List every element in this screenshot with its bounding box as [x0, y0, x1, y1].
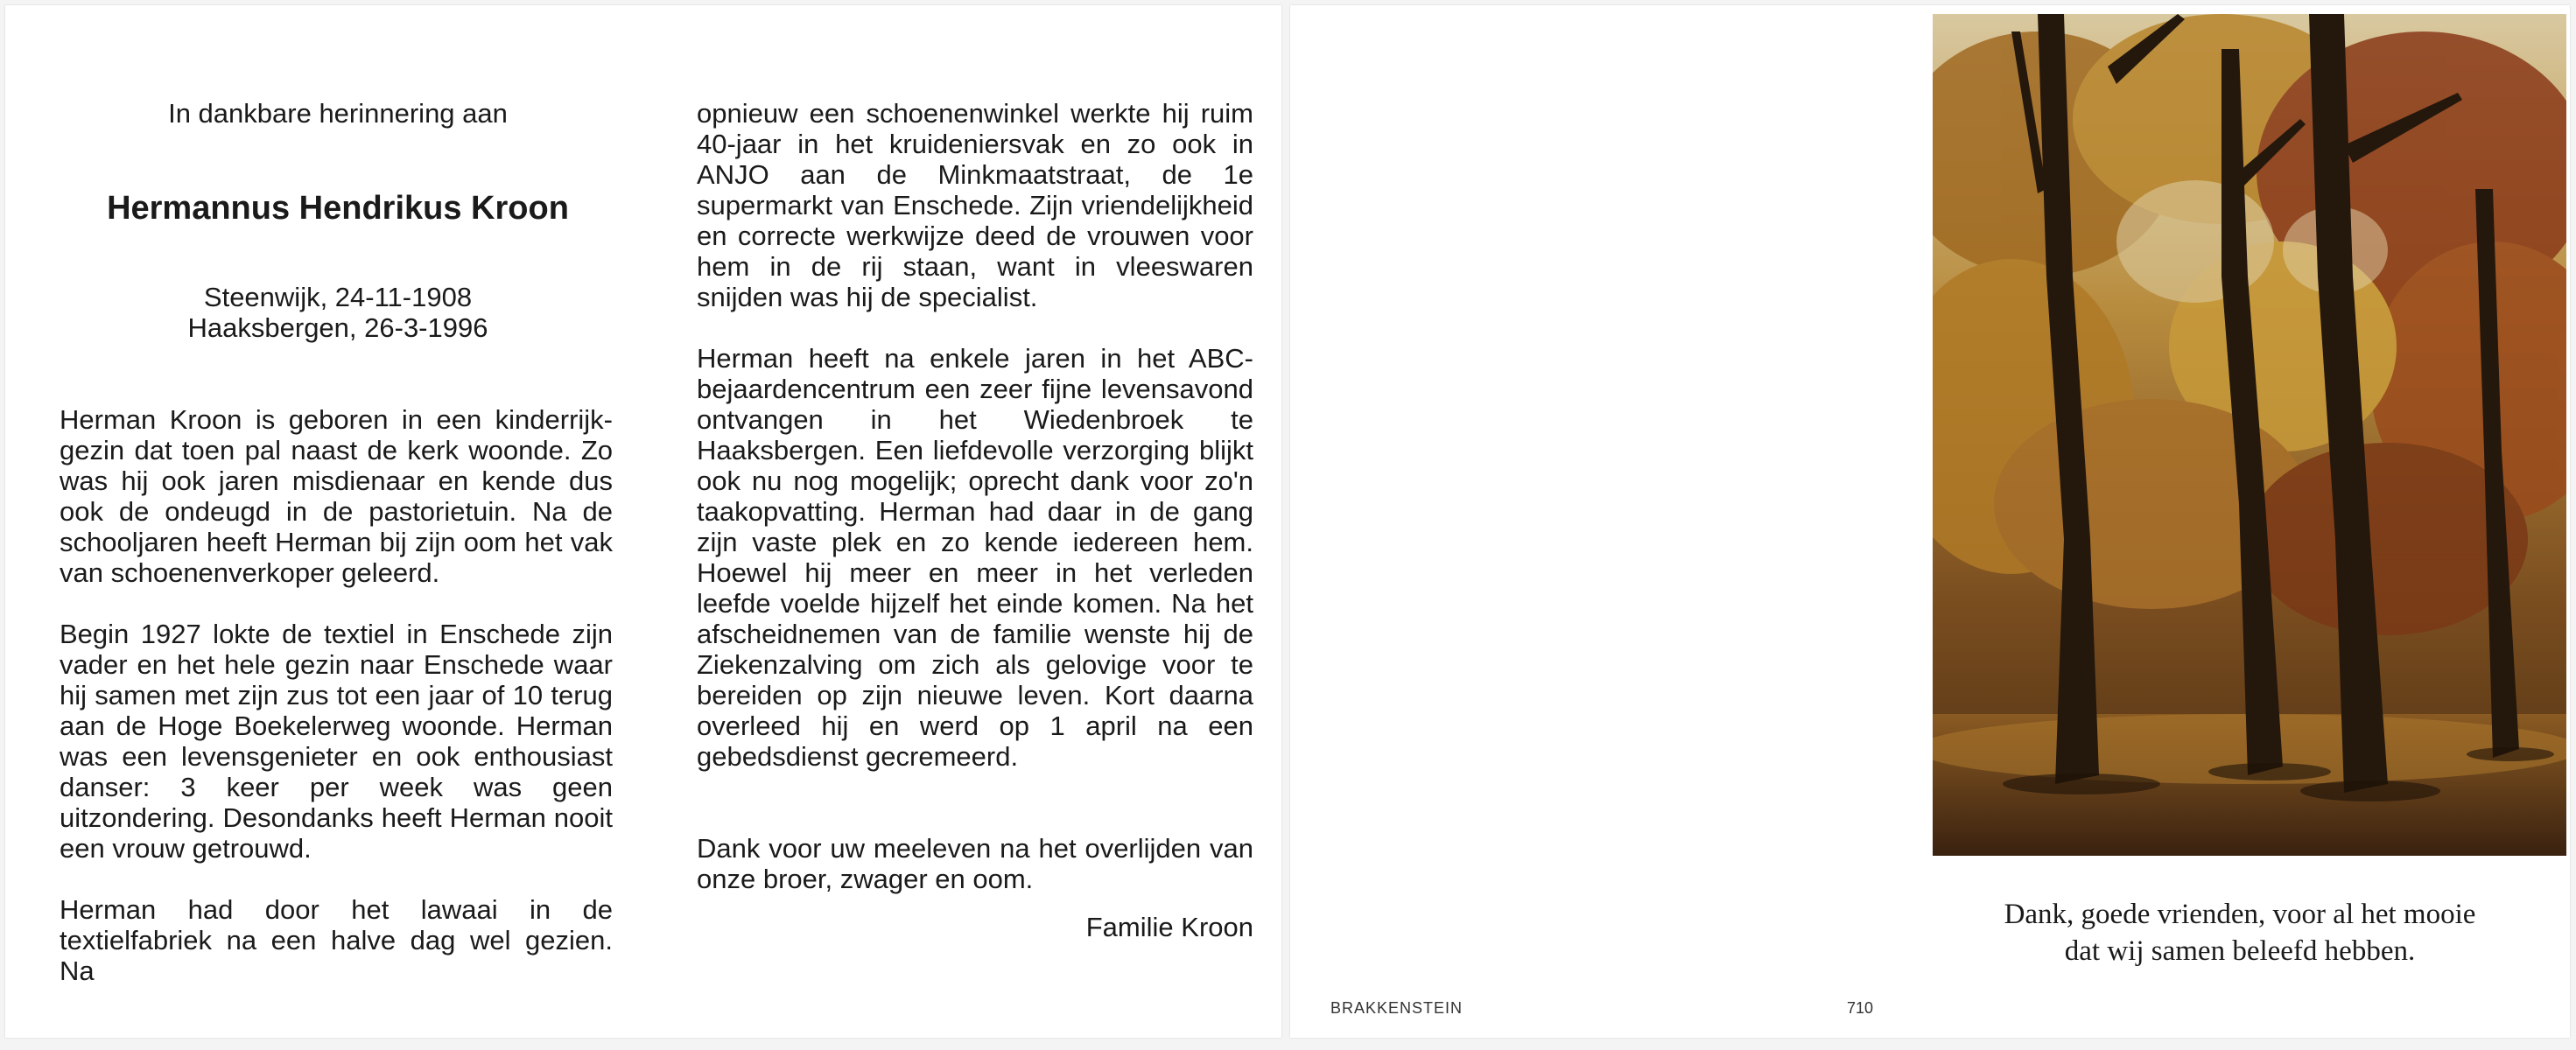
deceased-name: Hermannus Hendrikus Kroon — [107, 190, 569, 227]
intro-line: In dankbare herinnering aan — [168, 98, 508, 129]
paragraph: Begin 1927 lokte de textiel in Enschede zijn vader en het hele gezin naar Enschede waar hij samen met zijn zus tot een jaar of 10 terug aan de Hoge Boekelerweg woonde. Herman was een levensgenieter en ook enthousiast danser: 3 keer per week was geen uitzondering. Desondanks heeft Herman nooit een vrouw getrouwd. — [60, 619, 613, 864]
family-signature: Familie Kroon — [1085, 912, 1253, 942]
card-number: 710 — [1847, 999, 1874, 1017]
death-date-line: Haaksbergen, 26-3-1996 — [187, 312, 488, 343]
paragraph: Herman Kroon is geboren in een kinderrijk-gezin dat toen pal naast de kerk woonde. Zo was hij ook jaren misdienaar en kende dus ook de ondeugd in de pastorietuin. Na de schooljaren heeft Herman bij zijn oom het vak van schoenenverkoper geleerd. — [60, 404, 613, 588]
publisher-imprint: BRAKKENSTEIN — [1330, 999, 1463, 1017]
caption-line: dat wij samen beleefd hebben. — [2064, 935, 2416, 967]
autumn-forest-photo — [1933, 14, 2566, 856]
birth-date-line: Steenwijk, 24-11-1908 — [203, 282, 473, 312]
autumn-forest-illustration — [1933, 14, 2566, 856]
caption — [1920, 896, 2559, 970]
text-column-right — [697, 98, 1253, 942]
paragraph: opnieuw een schoenenwinkel werkte hij ruim 40-jaar in het kruideniersvak en zo ook in ANJO aan de Minkmaatstraat, de 1e supermarkt van Enschede. Zijn vriendelijkheid en correcte werkwijze deed de vrouwen voor hem in de rij staan, want in vleeswaren snijden was hij de specialist. — [697, 98, 1253, 312]
text-column-left — [60, 404, 613, 986]
memorial-card-picture-page — [1290, 5, 2570, 1038]
memorial-card-text-page — [5, 5, 1281, 1038]
caption-line: Dank, goede vrienden, voor al het mooie — [2004, 899, 2476, 930]
paragraph: Dank voor uw meeleven na het overlijden van onze broer, zwager en oom. — [697, 833, 1253, 894]
paragraph: Herman heeft na enkele jaren in het ABC-bejaardencentrum een zeer fijne levensavond ontvangen in het Wiedenbroek te Haaksbergen. Een liefdevolle verzorging blijkt ook nu nog mogelijk; oprecht dank voor zo'n taakopvatting. Herman had daar in de gang zijn vaste plek en zo kende iedereen hem. Hoewel hij meer en meer in het verleden leefde voelde hijzelf het einde komen. Na het afscheidnemen van de familie wenste hij de Ziekenzalving om zich als gelovige voor te bereiden op zijn nieuwe leven. Kort daarna overleed hij en werd op 1 april na een gebedsdienst gecremeerd. — [697, 343, 1253, 772]
life-dates — [75, 282, 600, 343]
paragraph: Herman had door het lawaai in de textielfabriek na een halve dag wel gezien. Na — [60, 894, 613, 986]
